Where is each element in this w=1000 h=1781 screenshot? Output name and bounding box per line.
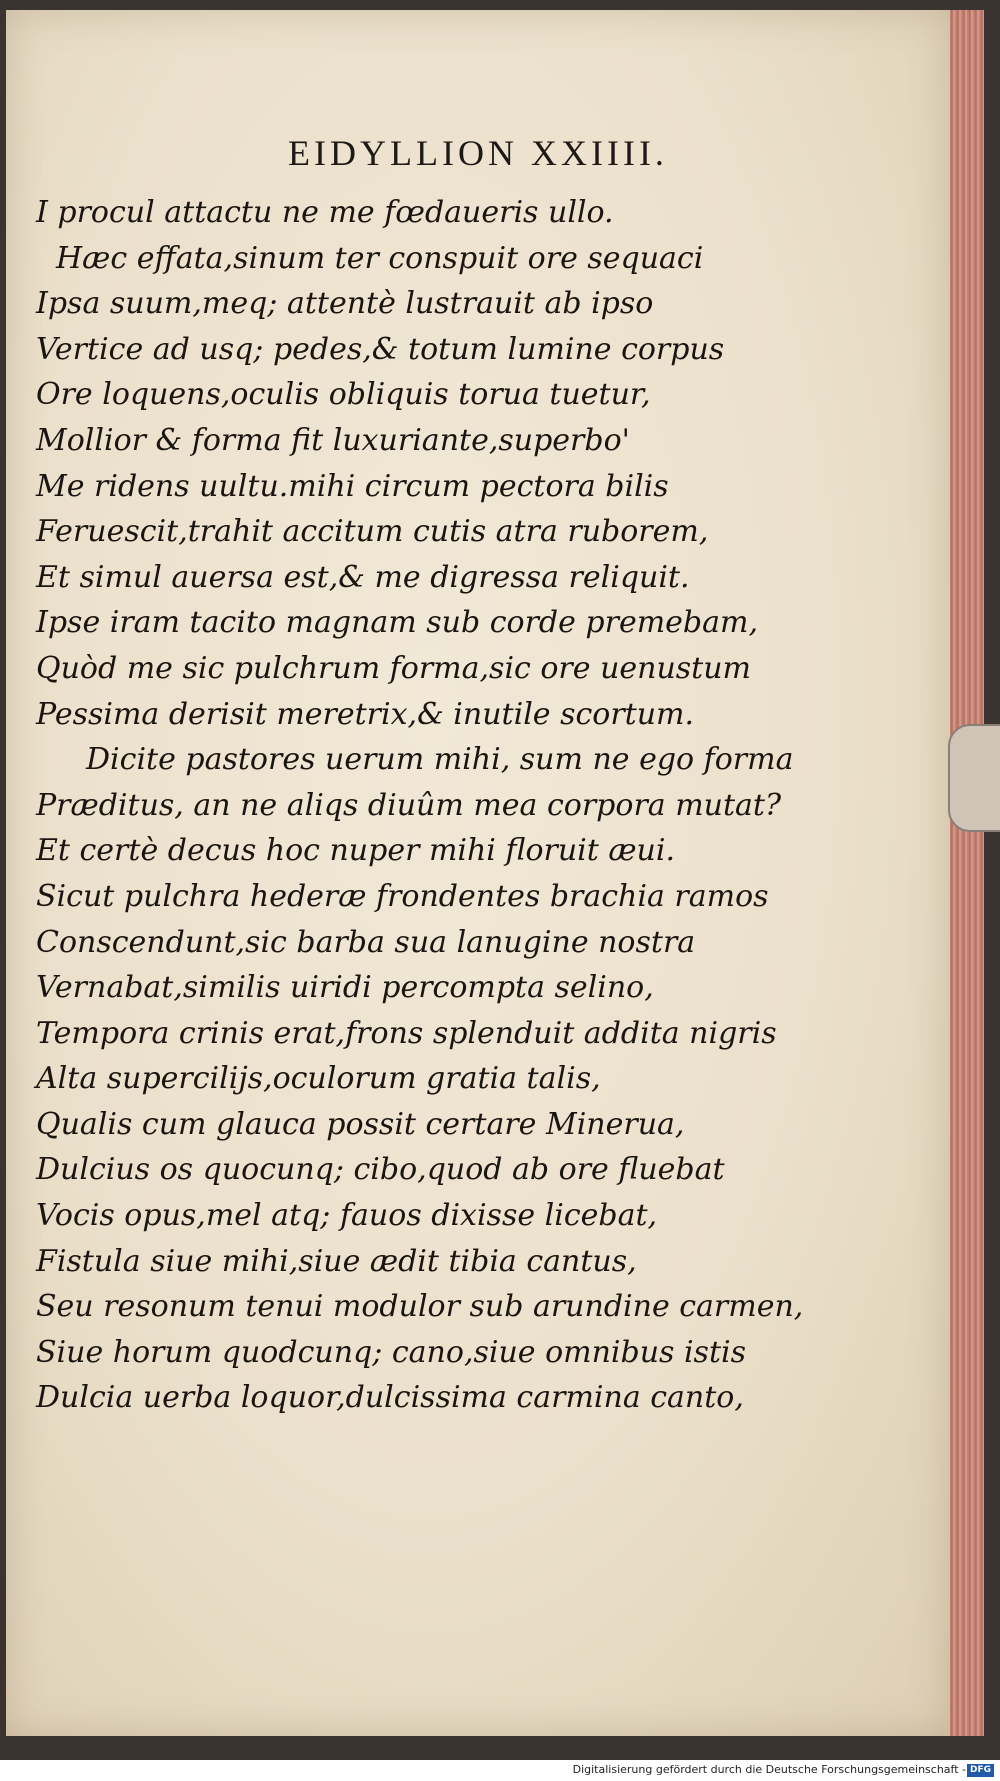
verse-line: I procul attactu ne me fœdaueris ullo.	[36, 195, 614, 230]
verse-line: Et simul auersa est,& me digressa reliquit.	[36, 559, 690, 595]
verse-line: Hæc effata,sinum ter conspuit ore sequaci	[56, 240, 704, 276]
verse-line: Feruescit,trahit accitum cutis atra ruborem,	[36, 514, 709, 550]
verse-line: Siue horum quodcunq; cano,siue omnibus istis	[36, 1334, 746, 1370]
verse-line: Tempora crinis erat,frons splenduit addita nigris	[36, 1015, 777, 1051]
verse-line: Vertice ad usq; pedes,& totum lumine corpus	[36, 331, 725, 367]
digitization-footer	[0, 1760, 1000, 1781]
page-tab	[948, 724, 1000, 832]
verse-block	[36, 190, 936, 1421]
verse-line: Vocis opus,mel atq; fauos dixisse licebat,	[36, 1198, 658, 1234]
page-fore-edge	[950, 10, 984, 1736]
verse-line: Alta supercilijs,oculorum gratia talis,	[36, 1061, 601, 1097]
verse-line: Ore loquens,oculis obliquis torua tuetur,	[36, 377, 651, 413]
verse-line: Conscendunt,sic barba sua lanugine nostra	[36, 924, 696, 960]
verse-line: Me ridens uultu.mihi circum pectora bilis	[36, 468, 669, 504]
digitization-credit: Digitalisierung gefördert durch die Deutsche Forschungsgemeinschaft -	[572, 1763, 966, 1776]
verse-line: Dulcia uerba loquor,dulcissima carmina canto,	[36, 1380, 744, 1416]
verse-line: Qualis cum glauca possit certare Minerua,	[36, 1106, 685, 1142]
verse-line: Quòd me sic pulchrum forma,sic ore uenustum	[36, 650, 752, 686]
verse-line: Ipse iram tacito magnam sub corde premebam,	[36, 605, 758, 641]
page-paper	[6, 10, 950, 1736]
verse-line: Sicut pulchra hederæ frondentes brachia ramos	[36, 878, 769, 914]
verse-line: Fistula siue mihi,siue ædit tibia cantus,	[36, 1243, 637, 1279]
verse-line: Dicite pastores uerum mihi, sum ne ego forma	[86, 742, 794, 778]
verse-line: Et certè decus hoc nuper mihi floruit æui.	[36, 833, 676, 869]
verse-line: Mollior & forma fit luxuriante,superbo'	[36, 422, 630, 458]
verse-line: Seu resonum tenui modulor sub arundine carmen,	[36, 1289, 804, 1325]
verse-line: Vernabat,similis uiridi percompta selino,	[36, 970, 654, 1006]
verse-line: Pessima derisit meretrix,& inutile scortum.	[36, 696, 695, 732]
verse-line: Dulcius os quocunq; cibo,quod ab ore fluebat	[36, 1152, 725, 1188]
verse-line: Ipsa suum,meq; attentè lustrauit ab ipso	[36, 286, 654, 322]
dfg-logo: DFG	[967, 1764, 994, 1777]
running-head: EIDYLLION XXIIII.	[288, 133, 668, 173]
verse-line: Præditus, an ne aliqs diuûm mea corpora mutat?	[36, 787, 782, 823]
